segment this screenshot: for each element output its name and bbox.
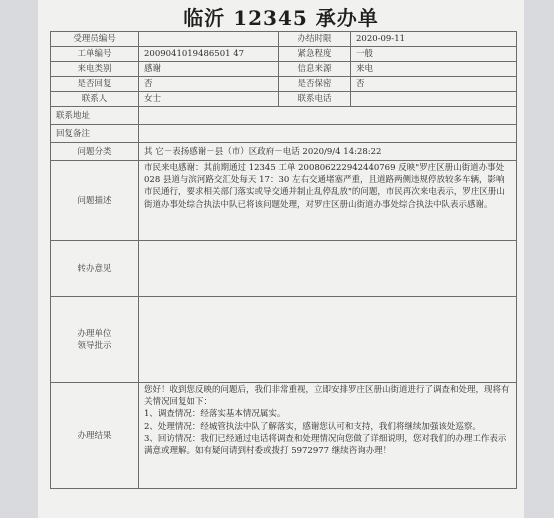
classification-value: 其 它－表扬感谢－县（市）区政府－电话 2020/9/4 14:28:22: [139, 143, 517, 161]
remark-value: [139, 125, 517, 143]
row-transfer: [51, 241, 517, 297]
time-label: 办结时限: [279, 32, 351, 47]
remark-label: 回复备注: [51, 125, 139, 143]
row-category: [51, 62, 517, 77]
document-title: 临沂 12345 承办单: [183, 6, 379, 30]
description-label: 问题描述: [51, 161, 139, 241]
row-leader: [51, 297, 517, 383]
row-result: [51, 383, 517, 489]
result-text: 您好！收到您反映的问题后，我们非常重视，立即安排罗庄区册山街道进行了调查和处理，现将有关情况回复如下： 1、调查情况：经落实基本情况属实。 2、处理情况：经城管执法中队了解落实，感谢您认可和支持，我们将继续加强该处巡察。 3、回访情况：我们已经通过电话将调查和处理情况向您做了详细说明，您对我们的办理工作表示满意或理解。如有疑问请到村委或拨打 5972977 继续咨询办理！: [139, 383, 517, 489]
row-classification: [51, 143, 517, 161]
transfer-value: [139, 241, 517, 297]
source-label: 信息来源: [279, 62, 351, 77]
description-text: 市民来电感谢：其前期通过 12345 工单 200806222942440769 反映"罗庄区册山街道办事处 028 县道与滨河路交汇处每天 17：30 左右交通堵塞严重，且道路两侧违规停放较多车辆，影响市民通行，要求相关部门落实或导交通并制止乱停乱放"的问题，市民再次来电表示，罗庄区册山街道办事处综合执法中队已将该问题处理，对罗庄区册山街道办事处综合执法中队表示感谢。: [139, 161, 517, 241]
row-contact: [51, 92, 517, 107]
source-value: 来电: [351, 62, 517, 77]
address-value: [139, 107, 517, 125]
category-value: 感谢: [139, 62, 279, 77]
address-label: 联系地址: [51, 107, 139, 125]
operator-value: [139, 32, 279, 47]
operator-label: 受理员编号: [51, 32, 139, 47]
transfer-label: 转办意见: [51, 241, 139, 297]
classification-label: 问题分类: [51, 143, 139, 161]
leader-label-line1: 办理单位: [77, 328, 112, 339]
order-value: 2009041019486501 47: [139, 47, 279, 62]
secret-value: 否: [351, 77, 517, 92]
result-label: 办理结果: [51, 383, 139, 489]
row-address: [51, 107, 517, 125]
secret-label: 是否保密: [279, 77, 351, 92]
category-label: 来电类别: [51, 62, 139, 77]
order-label: 工单编号: [51, 47, 139, 62]
phone-label: 联系电话: [279, 92, 351, 107]
leader-value: [139, 297, 517, 383]
reply-label: 是否回复: [51, 77, 139, 92]
leader-label-line2: 领导批示: [77, 340, 112, 351]
contact-value: 女士: [139, 92, 279, 107]
row-description: [51, 161, 517, 241]
document-page: [38, 0, 524, 518]
row-reply: [51, 77, 517, 92]
row-remark: [51, 125, 517, 143]
row-operator: [51, 32, 517, 47]
phone-value: [351, 92, 517, 107]
work-order-table: [50, 31, 517, 489]
reply-value: 否: [139, 77, 279, 92]
time-value: 2020-09-11: [351, 32, 517, 47]
leader-label: [51, 297, 139, 383]
urgency-value: 一般: [351, 47, 517, 62]
row-order: [51, 47, 517, 62]
contact-label: 联系人: [51, 92, 139, 107]
urgency-label: 紧急程度: [279, 47, 351, 62]
